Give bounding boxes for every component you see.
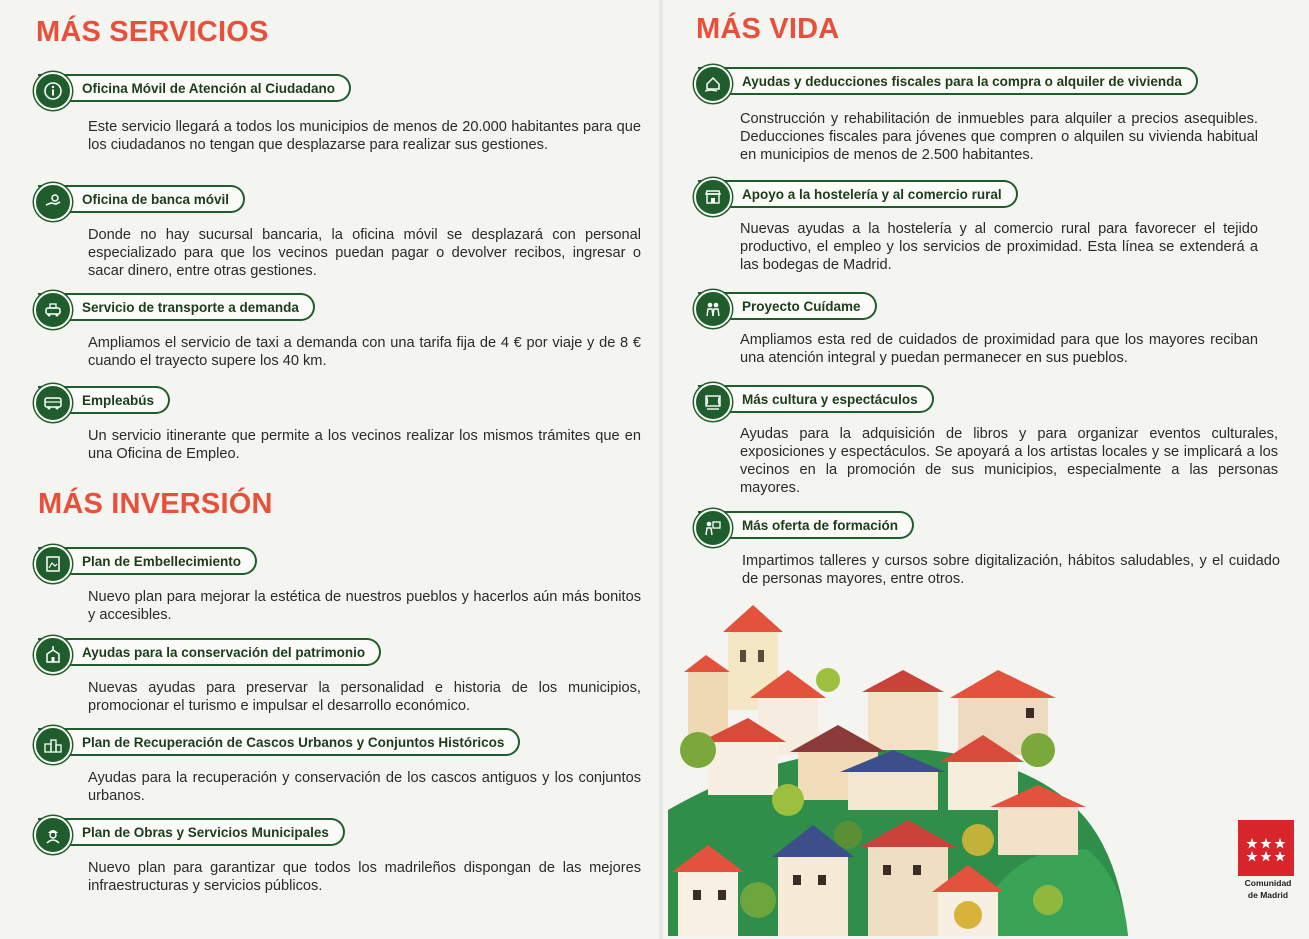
pill-cuidame	[698, 292, 877, 320]
desc-formacion: Impartimos talleres y cursos sobre digitalización, hábitos saludables, y el cuidado de personas mayores, entre otros.	[742, 553, 1280, 587]
heading-mas-servicios: MÁS SERVICIOS	[36, 16, 269, 48]
shop-icon	[694, 178, 732, 216]
village-illustration	[668, 600, 1128, 936]
town-icon	[34, 726, 72, 764]
comunidad-madrid-logo	[1238, 820, 1298, 900]
worker-icon	[34, 816, 72, 854]
desc-cultura: Ayudas para la adquisición de libros y para organizar eventos culturales, exposiciones y espectáculos. Se apoyará a los artistas locales y se implicará a los vecinos en la promoción de sus municipios, especialmente a las personas mayores.	[740, 426, 1278, 496]
frame-icon	[34, 545, 72, 583]
desc-transporte: Ampliamos el servicio de taxi a demanda con una tarifa fija de 4 € por viaje y de 8 € cuando el trayecto supere los 40 km.	[88, 335, 641, 369]
desc-cascos-urbanos: Ayudas para la recuperación y conservación de los cascos antiguos y los conjuntos urbanos.	[88, 770, 641, 804]
taxi-icon	[34, 291, 72, 329]
pill-cascos-urbanos	[38, 728, 520, 756]
logo-text-line2: de Madrid	[1247, 890, 1289, 900]
pill-label: Servicio de transporte a demanda	[82, 299, 299, 315]
hand-coin-icon	[34, 183, 72, 221]
logo-text-line1: Comunidad	[1244, 878, 1292, 888]
pill-cultura	[698, 385, 934, 413]
pill-empleabus	[38, 386, 170, 414]
desc-embellecimiento: Nuevo plan para mejorar la estética de nuestros pueblos y hacerlos aún más bonitos y accesibles.	[88, 589, 641, 623]
desc-oficina-movil: Este servicio llegará a todos los municipios de menos de 20.000 habitantes para que los ciudadanos no tengan que desplazarse para realizar sus gestiones.	[88, 119, 641, 153]
desc-banca-movil: Donde no hay sucursal bancaria, la oficina móvil se desplazará con personal especializado para que los vecinos puedan pagar o devolver recibos, ingresar o sacar dinero, entre otras gestiones.	[88, 227, 641, 279]
pill-label: Empleabús	[82, 392, 155, 408]
teacher-icon	[694, 509, 732, 547]
pill-oficina-movil	[38, 74, 351, 102]
desc-cuidame: Ampliamos esta red de cuidados de proximidad para que los mayores reciban una atención integral y puedan permanecer en sus pueblos.	[740, 332, 1258, 366]
pill-label: Proyecto Cuídame	[742, 298, 861, 314]
pill-vivienda	[698, 67, 1198, 95]
bus-icon	[34, 384, 72, 422]
desc-hosteleria: Nuevas ayudas a la hostelería y al comercio rural para favorecer el tejido productivo, el empleo y los servicios de proximidad. Esta línea se extenderá a las bodegas de Madrid.	[740, 221, 1258, 273]
pill-embellecimiento	[38, 547, 257, 575]
pill-banca-movil	[38, 185, 245, 213]
info-icon	[34, 72, 72, 110]
desc-obras: Nuevo plan para garantizar que todos los madrileños dispongan de las mejores infraestructuras y servicios públicos.	[88, 860, 641, 894]
pill-label: Apoyo a la hostelería y al comercio rural	[742, 186, 1002, 202]
pill-label: Oficina Móvil de Atención al Ciudadano	[82, 80, 336, 96]
heading-mas-inversion: MÁS INVERSIÓN	[38, 488, 273, 520]
house-hand-icon	[694, 65, 732, 103]
pill-patrimonio	[38, 638, 381, 666]
desc-patrimonio: Nuevas ayudas para preservar la personalidad e historia de los municipios, promocionar el turismo e impulsar el desarrollo económico.	[88, 680, 641, 714]
pill-hosteleria	[698, 180, 1018, 208]
pill-label: Oficina de banca móvil	[82, 191, 230, 207]
pill-label: Más oferta de formación	[742, 517, 899, 533]
pill-label: Plan de Obras y Servicios Municipales	[82, 824, 329, 840]
pill-obras	[38, 818, 345, 846]
pill-transporte	[38, 293, 315, 321]
heading-mas-vida: MÁS VIDA	[696, 13, 840, 45]
desc-empleabus: Un servicio itinerante que permite a los vecinos realizar los mismos trámites que en una Oficina de Empleo.	[88, 428, 641, 462]
pill-label: Ayudas y deducciones fiscales para la compra o alquiler de vivienda	[742, 73, 1182, 89]
pill-label: Más cultura y espectáculos	[742, 391, 918, 407]
church-icon	[34, 636, 72, 674]
pill-label: Ayudas para la conservación del patrimonio	[82, 644, 366, 660]
pill-formacion	[698, 511, 914, 539]
pill-label: Plan de Embellecimiento	[82, 553, 242, 569]
madrid-flag-icon	[1238, 820, 1294, 876]
pill-label: Plan de Recuperación de Cascos Urbanos y Conjuntos Históricos	[82, 734, 505, 750]
theater-icon	[694, 383, 732, 421]
elderly-people-icon	[694, 290, 732, 328]
desc-vivienda: Construcción y rehabilitación de inmuebles para alquiler a precios asequibles. Deducciones fiscales para jóvenes que compren o alquilen su vivienda habitual en municipios de menos de 2.500 habitantes.	[740, 111, 1258, 163]
